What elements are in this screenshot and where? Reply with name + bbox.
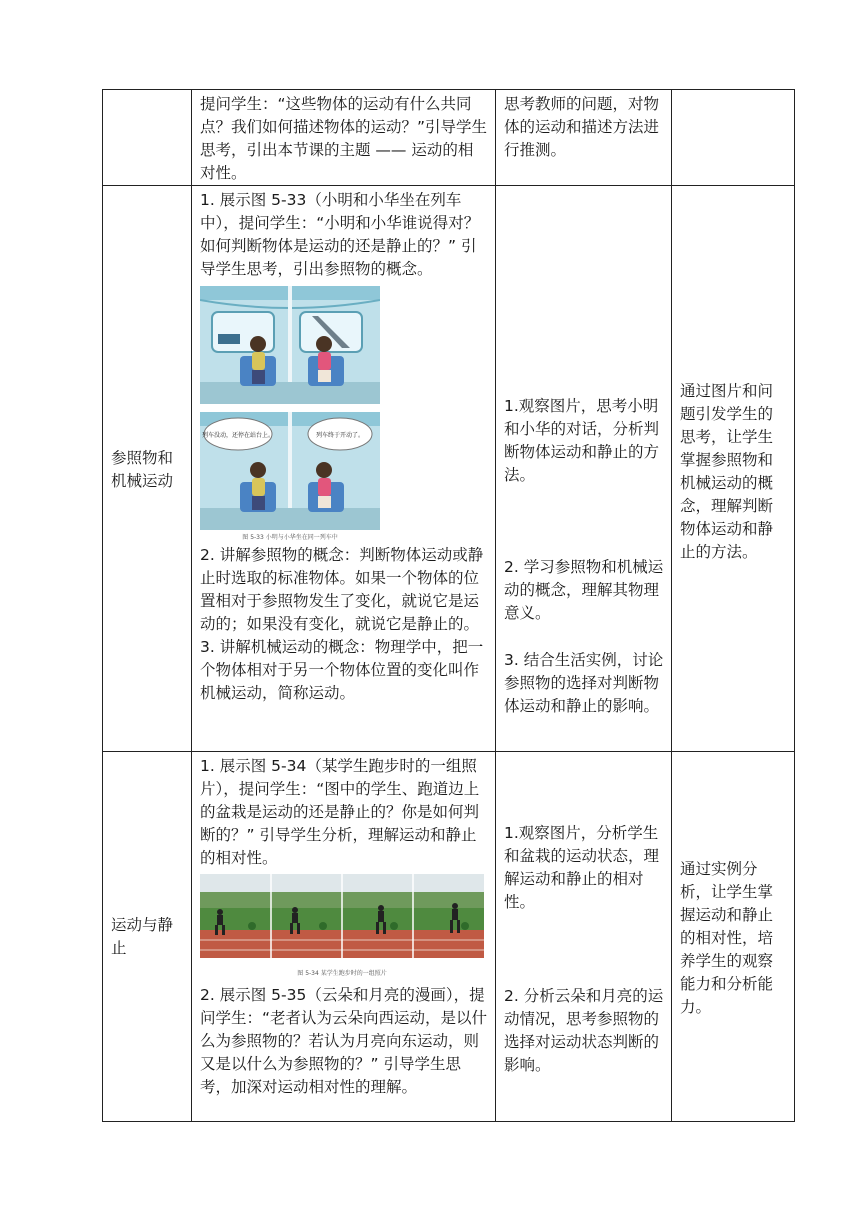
row2-student-item-1: 1.观察图片，思考小明和小华的对话，分析判断物体运动和静止的方法。 xyxy=(504,397,660,484)
row3-topic-cell xyxy=(111,914,187,960)
table-border-left xyxy=(102,89,103,1122)
row3-student-cell-2 xyxy=(504,985,664,1077)
column-divider-2 xyxy=(495,89,496,1122)
row3-intent-cell xyxy=(680,858,788,1019)
figure-5-33 xyxy=(200,286,380,542)
speech-left: 列车没动，还停在站台上。 xyxy=(201,432,275,439)
row3-student-item-2: 2. 分析云朵和月亮的运动情况，思考参照物的选择对运动状态判断的影响。 xyxy=(504,987,664,1074)
figure-5-34 xyxy=(200,874,484,978)
row2-student-cell xyxy=(504,395,664,487)
row2-topic: 参照物和机械运动 xyxy=(111,449,174,490)
row2-intent-cell xyxy=(680,380,788,564)
table-border-top xyxy=(102,89,794,90)
row2-teacher-cell xyxy=(200,189,488,705)
row1-teacher-text: 提问学生：“这些物体的运动有什么共同点？我们如何描述物体的运动？”引导学生思考，引出本节课的主题 —— 运动的相对性。 xyxy=(200,95,488,182)
row3-teacher-item-1: 1. 展示图 5-34（某学生跑步时的一组照片），提问学生：“图中的学生、跑道边上的盆栽是运动的还是静止的？你是如何判断的？” 引导学生分析，理解运动和静止的相对性。 xyxy=(200,757,480,867)
row1-teacher-cell xyxy=(200,93,488,185)
row1-student-cell xyxy=(504,93,664,162)
row2-teacher-item-2: 2. 讲解参照物的概念：判断物体运动或静止时选取的标准物体。如果一个物体的位置相对于参照物发生了变化，就说它是运动的；如果没有变化，就说它是静止的。 xyxy=(200,546,484,633)
column-divider-1 xyxy=(191,89,192,1122)
row1-student-text: 思考教师的问题，对物体的运动和描述方法进行推测。 xyxy=(504,95,660,159)
row-divider-2 xyxy=(102,751,794,752)
running-photos xyxy=(200,874,484,958)
row3-intent: 通过实例分析，让学生掌握运动和静止的相对性，培养学生的观察能力和分析能力。 xyxy=(680,860,774,1016)
row2-student-item-3: 3. 结合生活实例，讨论参照物的选择对判断物体运动和静止的影响。 xyxy=(504,651,664,715)
row3-student-item-1: 1.观察图片，分析学生和盆栽的运动状态，理解运动和静止的相对性。 xyxy=(504,824,660,911)
row2-intent: 通过图片和问题引发学生的思考，让学生掌握参照物和机械运动的概念，理解判断物体运动和静止的方法。 xyxy=(680,382,774,561)
figure-5-34-caption: 图 5-34 某学生跑步时的一组照片 xyxy=(297,970,387,977)
row2-topic-cell xyxy=(111,447,187,493)
figure-5-33-caption: 图 5-33 小明与小华坐在同一列车中 xyxy=(242,534,338,541)
speech-right: 列车终于开动了。 xyxy=(315,432,365,439)
row-divider-1 xyxy=(102,185,794,186)
row2-student-cell-2 xyxy=(504,556,664,625)
column-divider-3 xyxy=(671,89,672,1122)
row3-student-cell xyxy=(504,822,664,914)
table-border-bottom xyxy=(102,1121,794,1122)
train-illustration xyxy=(200,286,380,532)
row2-student-item-2: 2. 学习参照物和机械运动的概念，理解其物理意义。 xyxy=(504,558,664,622)
row2-student-cell-3 xyxy=(504,649,664,718)
table-border-right xyxy=(794,89,795,1122)
row2-teacher-item-1: 1. 展示图 5-33（小明和小华坐在列车中），提问学生：“小明和小华谁说得对？如何判断物体是运动的还是静止的？” 引导学生思考，引出参照物的概念。 xyxy=(200,191,480,278)
row2-teacher-item-3: 3. 讲解机械运动的概念：物理学中，把一个物体相对于另一个物体位置的变化叫作机械运动，简称运动。 xyxy=(200,638,484,702)
row3-teacher-cell xyxy=(200,755,488,1099)
row3-topic: 运动与静止 xyxy=(111,916,174,957)
row3-teacher-item-2: 2. 展示图 5-35（云朵和月亮的漫画），提问学生：“老者认为云朵向西运动，是以什么为参照物的？若认为月亮向东运动，则又是以什么为参照物的？” 引导学生思考，加深对运动相对性的理解。 xyxy=(200,986,488,1096)
